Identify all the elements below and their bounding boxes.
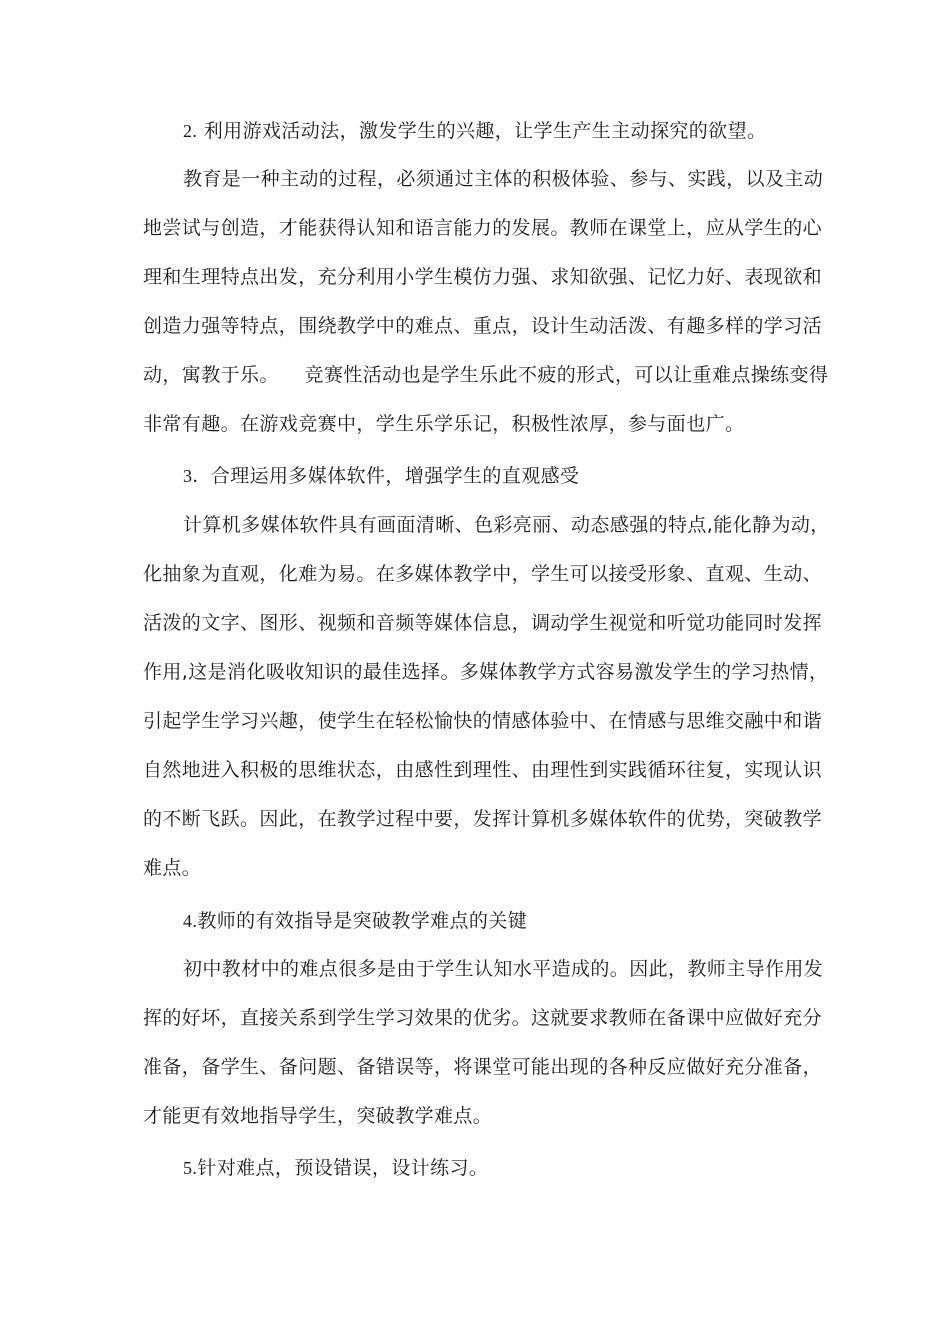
section-4-title: 教师的有效指导是突破教学难点的关键 — [197, 910, 528, 932]
paragraph-line: 教育是一种主动的过程，必须通过主体的积极体验、参与、实践，以及主动 — [183, 168, 824, 190]
paragraph-line: 引起学生学习兴趣，使学生在轻松愉快的情感体验中、在情感与思维交融中和谐 — [143, 710, 823, 732]
paragraph-line: 难点。 — [143, 857, 202, 879]
section-5-number: 5. — [183, 1158, 198, 1178]
section-5-title: 针对难点，预设错误，设计练习。 — [197, 1157, 489, 1179]
section-4-heading — [183, 908, 527, 934]
section-2-title: 利用游戏活动法，激发学生的兴趣，让学生产生主动探究的欲望。 — [203, 120, 767, 142]
paragraph-line: 化抽象为直观，化难为易。在多媒体教学中，学生可以接受形象、直观、生动、 — [143, 563, 823, 585]
paragraph-line: 自然地进入积极的思维状态，由感性到理性、由理性到实践循环往复，实现认识 — [143, 759, 823, 781]
paragraph-line: 创造力强等特点，围绕教学中的难点、重点，设计生动活泼、有趣多样的学习活 — [143, 315, 823, 337]
paragraph-line: 初中教材中的难点很多是由于学生认知水平造成的。因此，教师主导作用发 — [183, 958, 824, 980]
paragraph-line: 非常有趣。在游戏竞赛中，学生乐学乐记，积极性浓厚，参与面也广。 — [143, 413, 745, 435]
section-5-heading — [183, 1155, 488, 1181]
paragraph-line: 地尝试与创造，才能获得认知和语言能力的发展。教师在课堂上，应从学生的心 — [143, 217, 823, 239]
section-3-number: 3． — [183, 466, 211, 486]
paragraph-line: 动，寓教于乐。 竞赛性活动也是学生乐此不疲的形式，可以让重难点操练变得 — [143, 364, 829, 386]
section-3-title: 合理运用多媒体软件，增强学生的直观感受 — [210, 465, 580, 487]
paragraph-line: 准备，备学生、备问题、备错误等，将课堂可能出现的各种反应做好充分准备， — [143, 1056, 823, 1078]
section-4-number: 4. — [183, 911, 198, 931]
paragraph-line: 挥的好坏，直接关系到学生学习效果的优劣。这就要求教师在备课中应做好充分 — [143, 1007, 823, 1029]
paragraph-line: 计算机多媒体软件具有画面清晰、色彩亮丽、动态感强的特点,能化静为动， — [183, 514, 830, 536]
section-2-number: 2. — [183, 121, 198, 141]
paragraph-line: 才能更有效地指导学生，突破教学难点。 — [143, 1105, 493, 1127]
paragraph-line: 理和生理特点出发，充分利用小学生模仿力强、求知欲强、记忆力好、表现欲和 — [143, 266, 823, 288]
paragraph-line: 作用,这是消化吸收知识的最佳选择。多媒体教学方式容易激发学生的学习热情， — [143, 661, 829, 683]
section-2-heading — [183, 118, 766, 144]
paragraph-line: 的不断飞跃。因此，在教学过程中要，发挥计算机多媒体软件的优势，突破教学 — [143, 808, 823, 830]
section-3-heading — [183, 463, 579, 489]
paragraph-line: 活泼的文字、图形、视频和音频等媒体信息，调动学生视觉和听觉功能同时发挥 — [143, 612, 823, 634]
